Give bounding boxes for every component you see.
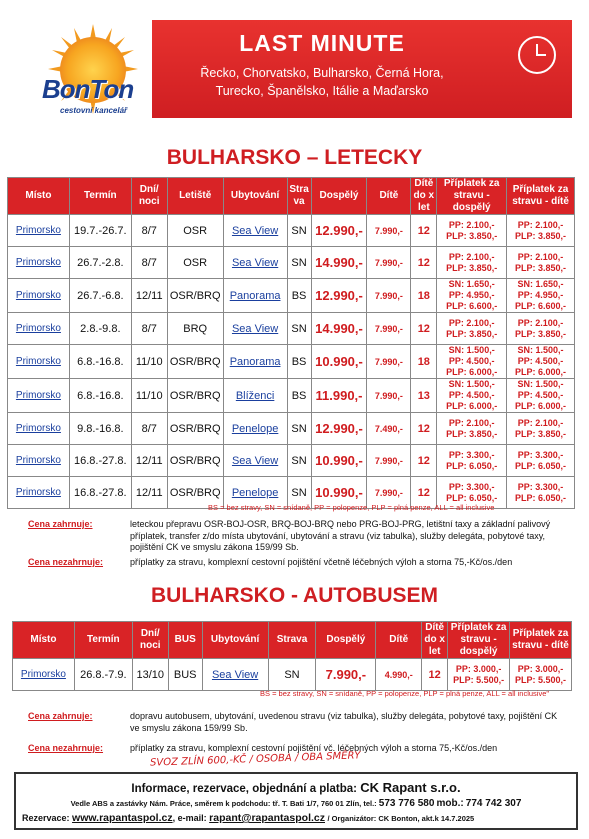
- address-text: Vedle ABS a zastávky Nám. Práce, směrem k podchodu: tř. T. Bati 1/7, 760 01 Zlín, tel.:: [70, 799, 377, 808]
- col-child: Dítě: [367, 178, 411, 215]
- supplement-line: PLP: 6.050,-: [515, 492, 567, 503]
- child-price: 7.990,-: [367, 279, 411, 313]
- supplement-line: SN: 1.500,-: [517, 379, 564, 389]
- hotel-link[interactable]: Penelope: [223, 413, 287, 445]
- flight-table-header: [8, 178, 575, 215]
- col-place: Místo: [13, 622, 75, 659]
- col-airport: Letiště: [167, 178, 223, 215]
- supplement-line: SN: 1.500,-: [448, 379, 495, 389]
- supplement-line: PLP: 3.850,-: [446, 262, 498, 273]
- col-adult: Dospělý: [311, 178, 367, 215]
- col-bus: BUS: [168, 622, 202, 659]
- child-price: 4.990,-: [376, 659, 422, 691]
- bus-legend: BS = bez stravy, SN = snídaně, PP = polopenze, PLP = plná penze, ALL = all inclusive": [260, 689, 550, 698]
- airport-cell: OSR: [167, 247, 223, 279]
- supplement-line: PLP: 6.000,-: [446, 367, 498, 377]
- bus-cell: BUS: [168, 659, 202, 691]
- col-supplement-adult: Příplatek za stravu - dospělý: [437, 178, 507, 215]
- hotel-link[interactable]: Sea View: [223, 313, 287, 345]
- supplement-adult: [437, 313, 507, 345]
- term-cell: 19.7.-26.7.: [69, 215, 131, 247]
- supplement-adult: [437, 279, 507, 313]
- supplement-line: PP: 3.000,-: [455, 663, 502, 674]
- child-price: 7.990,-: [367, 215, 411, 247]
- handwritten-note: SVOZ ZLÍN 600,-KČ / OSOBA / OBA SMĚRY: [149, 750, 361, 769]
- child-price: 7.990,-: [367, 445, 411, 477]
- board-cell: SN: [287, 445, 311, 477]
- term-cell: 9.8.-16.8.: [69, 413, 131, 445]
- adult-price: 14.990,-: [311, 247, 367, 279]
- organizer-text: / Organizátor: CK Bonton, akt.k 14.7.2025: [327, 814, 475, 823]
- supplement-line: PP: 4.500,-: [448, 390, 495, 400]
- col-place: Místo: [8, 178, 70, 215]
- flight-excluded-label: Cena nezahrnuje:: [28, 557, 104, 567]
- term-cell: 26.7.-2.8.: [69, 247, 131, 279]
- col-hotel: Ubytování: [202, 622, 268, 659]
- flight-included-text: leteckou přepravu OSR-BOJ-OSR, BRQ-BOJ-BRQ nebo PRG-BOJ-PRG, letištní taxy a základní palivový příplatek, transfer z/do místa ubytování, ubytování a stravu (viz tabulka), služby delegáta, pobytové taxy, pojištění CK ve smyslu zákona 159/99 Sb.: [130, 519, 551, 552]
- days-cell: 13/10: [132, 659, 168, 691]
- supplement-line: PLP: 3.850,-: [446, 230, 498, 241]
- supplement-line: PP: 3.300,-: [517, 481, 564, 492]
- bus-price-table: [12, 621, 572, 691]
- table-row: [8, 445, 575, 477]
- adult-price: 7.990,-: [316, 659, 376, 691]
- supplement-line: PP: 2.100,-: [517, 251, 564, 262]
- bus-included-label: Cena zahrnuje:: [28, 711, 93, 721]
- bonton-logo: [12, 20, 162, 118]
- supplement-child: [507, 215, 575, 247]
- table-row: [8, 379, 575, 413]
- logo-subtitle: cestovní kancelář: [60, 106, 128, 115]
- supplement-adult: [437, 345, 507, 379]
- supplement-line: PP: 4.500,-: [517, 390, 564, 400]
- col-days: Dní/ noci: [132, 622, 168, 659]
- table-row: [8, 345, 575, 379]
- banner-destinations-line2: Turecko, Španělsko, Itálie a Maďarsko: [215, 84, 429, 98]
- hotel-link[interactable]: Penelope: [223, 477, 287, 509]
- adult-price: 10.990,-: [311, 345, 367, 379]
- adult-price: 12.990,-: [311, 413, 367, 445]
- board-cell: SN: [268, 659, 316, 691]
- days-cell: 8/7: [131, 215, 167, 247]
- supplement-line: PP: 3.300,-: [517, 449, 564, 460]
- airport-cell: OSR/BRQ: [167, 445, 223, 477]
- place-link[interactable]: Primorsko: [8, 313, 70, 345]
- hotel-link[interactable]: Sea View: [223, 445, 287, 477]
- supplement-adult: [437, 247, 507, 279]
- board-cell: SN: [287, 247, 311, 279]
- adult-price: 12.990,-: [311, 215, 367, 247]
- days-cell: 11/10: [131, 345, 167, 379]
- col-child: Dítě: [376, 622, 422, 659]
- hotel-link[interactable]: Panorama: [223, 279, 287, 313]
- banner-destinations-line1: Řecko, Chorvatsko, Bulharsko, Černá Hora,: [200, 66, 444, 80]
- col-term: Termín: [69, 178, 131, 215]
- hotel-link[interactable]: Sea View: [223, 247, 287, 279]
- supplement-adult: [437, 413, 507, 445]
- hotel-link[interactable]: Panorama: [223, 345, 287, 379]
- airport-cell: OSR/BRQ: [167, 279, 223, 313]
- supplement-line: PLP: 6.050,-: [446, 460, 498, 471]
- term-cell: 26.7.-6.8.: [69, 279, 131, 313]
- supplement-line: PLP: 6.050,-: [515, 460, 567, 471]
- supplement-child: [507, 279, 575, 313]
- supplement-child: [507, 477, 575, 509]
- logo-text: BonTon: [42, 74, 134, 104]
- flight-legend: BS = bez stravy, SN = snídaně, PP = polopenze, PLP = plná penze, ALL = all inclusive: [208, 503, 495, 512]
- supplement-line: PP: 3.300,-: [448, 449, 495, 460]
- supplement-line: PP: 2.100,-: [448, 219, 495, 230]
- days-cell: 12/11: [131, 477, 167, 509]
- supplement-line: PP: 3.000,-: [517, 663, 564, 674]
- bus-table-header: [13, 622, 572, 659]
- supplement-line: PLP: 6.600,-: [446, 301, 498, 311]
- term-cell: 26.8.-7.9.: [74, 659, 132, 691]
- last-minute-banner: [152, 20, 572, 118]
- col-supplement-child: Příplatek za stravu - dítě: [510, 622, 572, 659]
- table-row: [8, 313, 575, 345]
- supplement-adult: [437, 215, 507, 247]
- days-cell: 8/7: [131, 413, 167, 445]
- airport-cell: OSR: [167, 215, 223, 247]
- board-cell: BS: [287, 379, 311, 413]
- adult-price: 11.990,-: [311, 379, 367, 413]
- days-cell: 8/7: [131, 313, 167, 345]
- child-age: 12: [422, 659, 448, 691]
- supplement-line: PP: 4.950,-: [448, 290, 495, 300]
- supplement-line: PP: 2.100,-: [517, 317, 564, 328]
- email-label: , e-mail:: [172, 813, 207, 823]
- col-days: Dní/ noci: [131, 178, 167, 215]
- place-link[interactable]: Primorsko: [8, 215, 70, 247]
- supplement-line: PLP: 6.050,-: [446, 492, 498, 503]
- mobile-number[interactable]: 774 742 307: [465, 798, 522, 809]
- child-age: 12: [411, 413, 437, 445]
- term-cell: 6.8.-16.8.: [69, 379, 131, 413]
- child-age: 12: [411, 477, 437, 509]
- child-age: 12: [411, 215, 437, 247]
- airport-cell: OSR/BRQ: [167, 413, 223, 445]
- phone-number[interactable]: 573 776 580: [378, 798, 435, 809]
- supplement-line: PLP: 3.850,-: [515, 230, 567, 241]
- supplement-line: PP: 3.300,-: [448, 481, 495, 492]
- term-cell: 16.8.-27.8.: [69, 445, 131, 477]
- supplement-line: PLP: 6.000,-: [515, 367, 567, 377]
- child-price: 7.990,-: [367, 379, 411, 413]
- airport-cell: OSR/BRQ: [167, 379, 223, 413]
- board-cell: BS: [287, 345, 311, 379]
- place-link[interactable]: Primorsko: [8, 413, 70, 445]
- term-cell: 6.8.-16.8.: [69, 345, 131, 379]
- supplement-line: PP: 4.500,-: [517, 356, 564, 366]
- supplement-line: PLP: 3.850,-: [515, 428, 567, 439]
- supplement-line: PLP: 5.500,-: [515, 674, 567, 685]
- supplement-line: PLP: 5.500,-: [453, 674, 505, 685]
- days-cell: 11/10: [131, 379, 167, 413]
- adult-price: 12.990,-: [311, 279, 367, 313]
- col-term: Termín: [74, 622, 132, 659]
- child-age: 18: [411, 279, 437, 313]
- supplement-line: PLP: 6.000,-: [515, 401, 567, 411]
- supplement-adult: [437, 379, 507, 413]
- banner-title: LAST MINUTE: [239, 30, 405, 56]
- board-cell: SN: [287, 413, 311, 445]
- bus-excluded-label: Cena nezahrnuje:: [28, 743, 104, 753]
- supplement-child: [507, 247, 575, 279]
- supplement-line: PLP: 6.600,-: [515, 301, 567, 311]
- adult-price: 10.990,-: [311, 477, 367, 509]
- supplement-adult: [448, 659, 510, 691]
- supplement-line: SN: 1.650,-: [448, 279, 495, 289]
- child-age: 18: [411, 345, 437, 379]
- child-price: 7.490,-: [367, 413, 411, 445]
- table-row: [8, 279, 575, 313]
- place-link[interactable]: Primorsko: [8, 445, 70, 477]
- col-child-age: Dítě do x let: [422, 622, 448, 659]
- table-row: [8, 247, 575, 279]
- child-age: 12: [411, 313, 437, 345]
- supplement-line: PLP: 6.000,-: [446, 401, 498, 411]
- col-child-age: Dítě do x let: [411, 178, 437, 215]
- supplement-line: PP: 2.100,-: [517, 219, 564, 230]
- clock-icon: [518, 36, 556, 74]
- supplement-line: SN: 1.500,-: [517, 345, 564, 355]
- child-price: 7.990,-: [367, 477, 411, 509]
- supplement-child: [507, 379, 575, 413]
- flight-section-title: BULHARSKO – LETECKY: [166, 146, 423, 169]
- supplement-line: PP: 2.100,-: [448, 251, 495, 262]
- table-row: [8, 215, 575, 247]
- place-link[interactable]: Primorsko: [8, 345, 70, 379]
- supplement-line: PLP: 3.850,-: [446, 428, 498, 439]
- board-cell: BS: [287, 279, 311, 313]
- supplement-child: [507, 313, 575, 345]
- col-board: Strava: [268, 622, 316, 659]
- flight-included-label: Cena zahrnuje:: [28, 519, 93, 529]
- footer-brand: CK Rapant s.r.o.: [360, 780, 461, 795]
- days-cell: 8/7: [131, 247, 167, 279]
- hotel-link[interactable]: Blíženci: [223, 379, 287, 413]
- bus-excluded-text: příplatky za stravu, komplexní cestovní pojištění vč. léčebných výloh a storna 75,-Kč/os./den: [130, 743, 498, 753]
- col-hotel: Ubytování: [223, 178, 287, 215]
- hotel-link[interactable]: Sea View: [202, 659, 268, 691]
- supplement-line: PLP: 3.850,-: [515, 262, 567, 273]
- place-link[interactable]: Primorsko: [8, 477, 70, 509]
- col-supplement-adult: Příplatek za stravu - dospělý: [448, 622, 510, 659]
- supplement-line: PLP: 3.850,-: [515, 328, 567, 339]
- airport-cell: BRQ: [167, 313, 223, 345]
- flight-price-table: [7, 177, 575, 509]
- board-cell: SN: [287, 313, 311, 345]
- col-adult: Dospělý: [316, 622, 376, 659]
- days-cell: 12/11: [131, 445, 167, 477]
- place-link[interactable]: Primorsko: [8, 379, 70, 413]
- airport-cell: OSR/BRQ: [167, 345, 223, 379]
- board-cell: SN: [287, 215, 311, 247]
- contact-footer: [14, 772, 578, 830]
- col-supplement-child: Příplatek za stravu - dítě: [507, 178, 575, 215]
- child-price: 7.990,-: [367, 345, 411, 379]
- mobile-label: mob.:: [436, 798, 464, 809]
- place-link[interactable]: Primorsko: [8, 279, 70, 313]
- supplement-line: PP: 4.950,-: [517, 290, 564, 300]
- child-price: 7.990,-: [367, 313, 411, 345]
- supplement-line: PP: 2.100,-: [448, 317, 495, 328]
- bus-included-text: dopravu autobusem, ubytování, uvedenou stravu (viz tabulka), služby delegáta, pobytové taxy, pojištění CK ve smyslu zákona 159/99 Sb.: [130, 711, 558, 733]
- supplement-child: [507, 345, 575, 379]
- footer-info-label: Informace, rezervace, objednání a platba:: [131, 783, 357, 795]
- flight-excluded-text: příplatky za stravu, komplexní cestovní pojištění včetně léčebných výloh a storna 75,-Kč/os./den: [130, 557, 513, 567]
- supplement-line: PP: 4.500,-: [448, 356, 495, 366]
- header: [12, 20, 577, 118]
- footer-address: [16, 798, 576, 809]
- place-link[interactable]: Primorsko: [8, 247, 70, 279]
- adult-price: 14.990,-: [311, 313, 367, 345]
- supplement-line: PP: 2.100,-: [448, 417, 495, 428]
- col-board: Stra va: [287, 178, 311, 215]
- child-price: 7.990,-: [367, 247, 411, 279]
- place-link[interactable]: Primorsko: [13, 659, 75, 691]
- supplement-adult: [437, 445, 507, 477]
- adult-price: 10.990,-: [311, 445, 367, 477]
- supplement-line: PP: 2.100,-: [517, 417, 564, 428]
- days-cell: 12/11: [131, 279, 167, 313]
- footer-headline: [16, 780, 576, 795]
- supplement-child: [507, 413, 575, 445]
- supplement-child: [510, 659, 572, 691]
- supplement-line: SN: 1.500,-: [448, 345, 495, 355]
- child-age: 13: [411, 379, 437, 413]
- table-row: [8, 413, 575, 445]
- supplement-line: PLP: 3.850,-: [446, 328, 498, 339]
- website-link[interactable]: www.rapantaspol.cz: [72, 812, 173, 824]
- table-row: [13, 659, 572, 691]
- term-cell: 2.8.-9.8.: [69, 313, 131, 345]
- footer-reservation: [22, 812, 474, 824]
- board-cell: SN: [287, 477, 311, 509]
- supplement-line: SN: 1.650,-: [517, 279, 564, 289]
- child-age: 12: [411, 445, 437, 477]
- supplement-child: [507, 445, 575, 477]
- child-age: 12: [411, 247, 437, 279]
- hotel-link[interactable]: Sea View: [223, 215, 287, 247]
- term-cell: 16.8.-27.8.: [69, 477, 131, 509]
- airport-cell: OSR/BRQ: [167, 477, 223, 509]
- reservation-label: Rezervace:: [22, 813, 70, 823]
- bus-section-title: BULHARSKO - AUTOBUSEM: [151, 584, 438, 607]
- email-link[interactable]: rapant@rapantaspol.cz: [209, 812, 325, 824]
